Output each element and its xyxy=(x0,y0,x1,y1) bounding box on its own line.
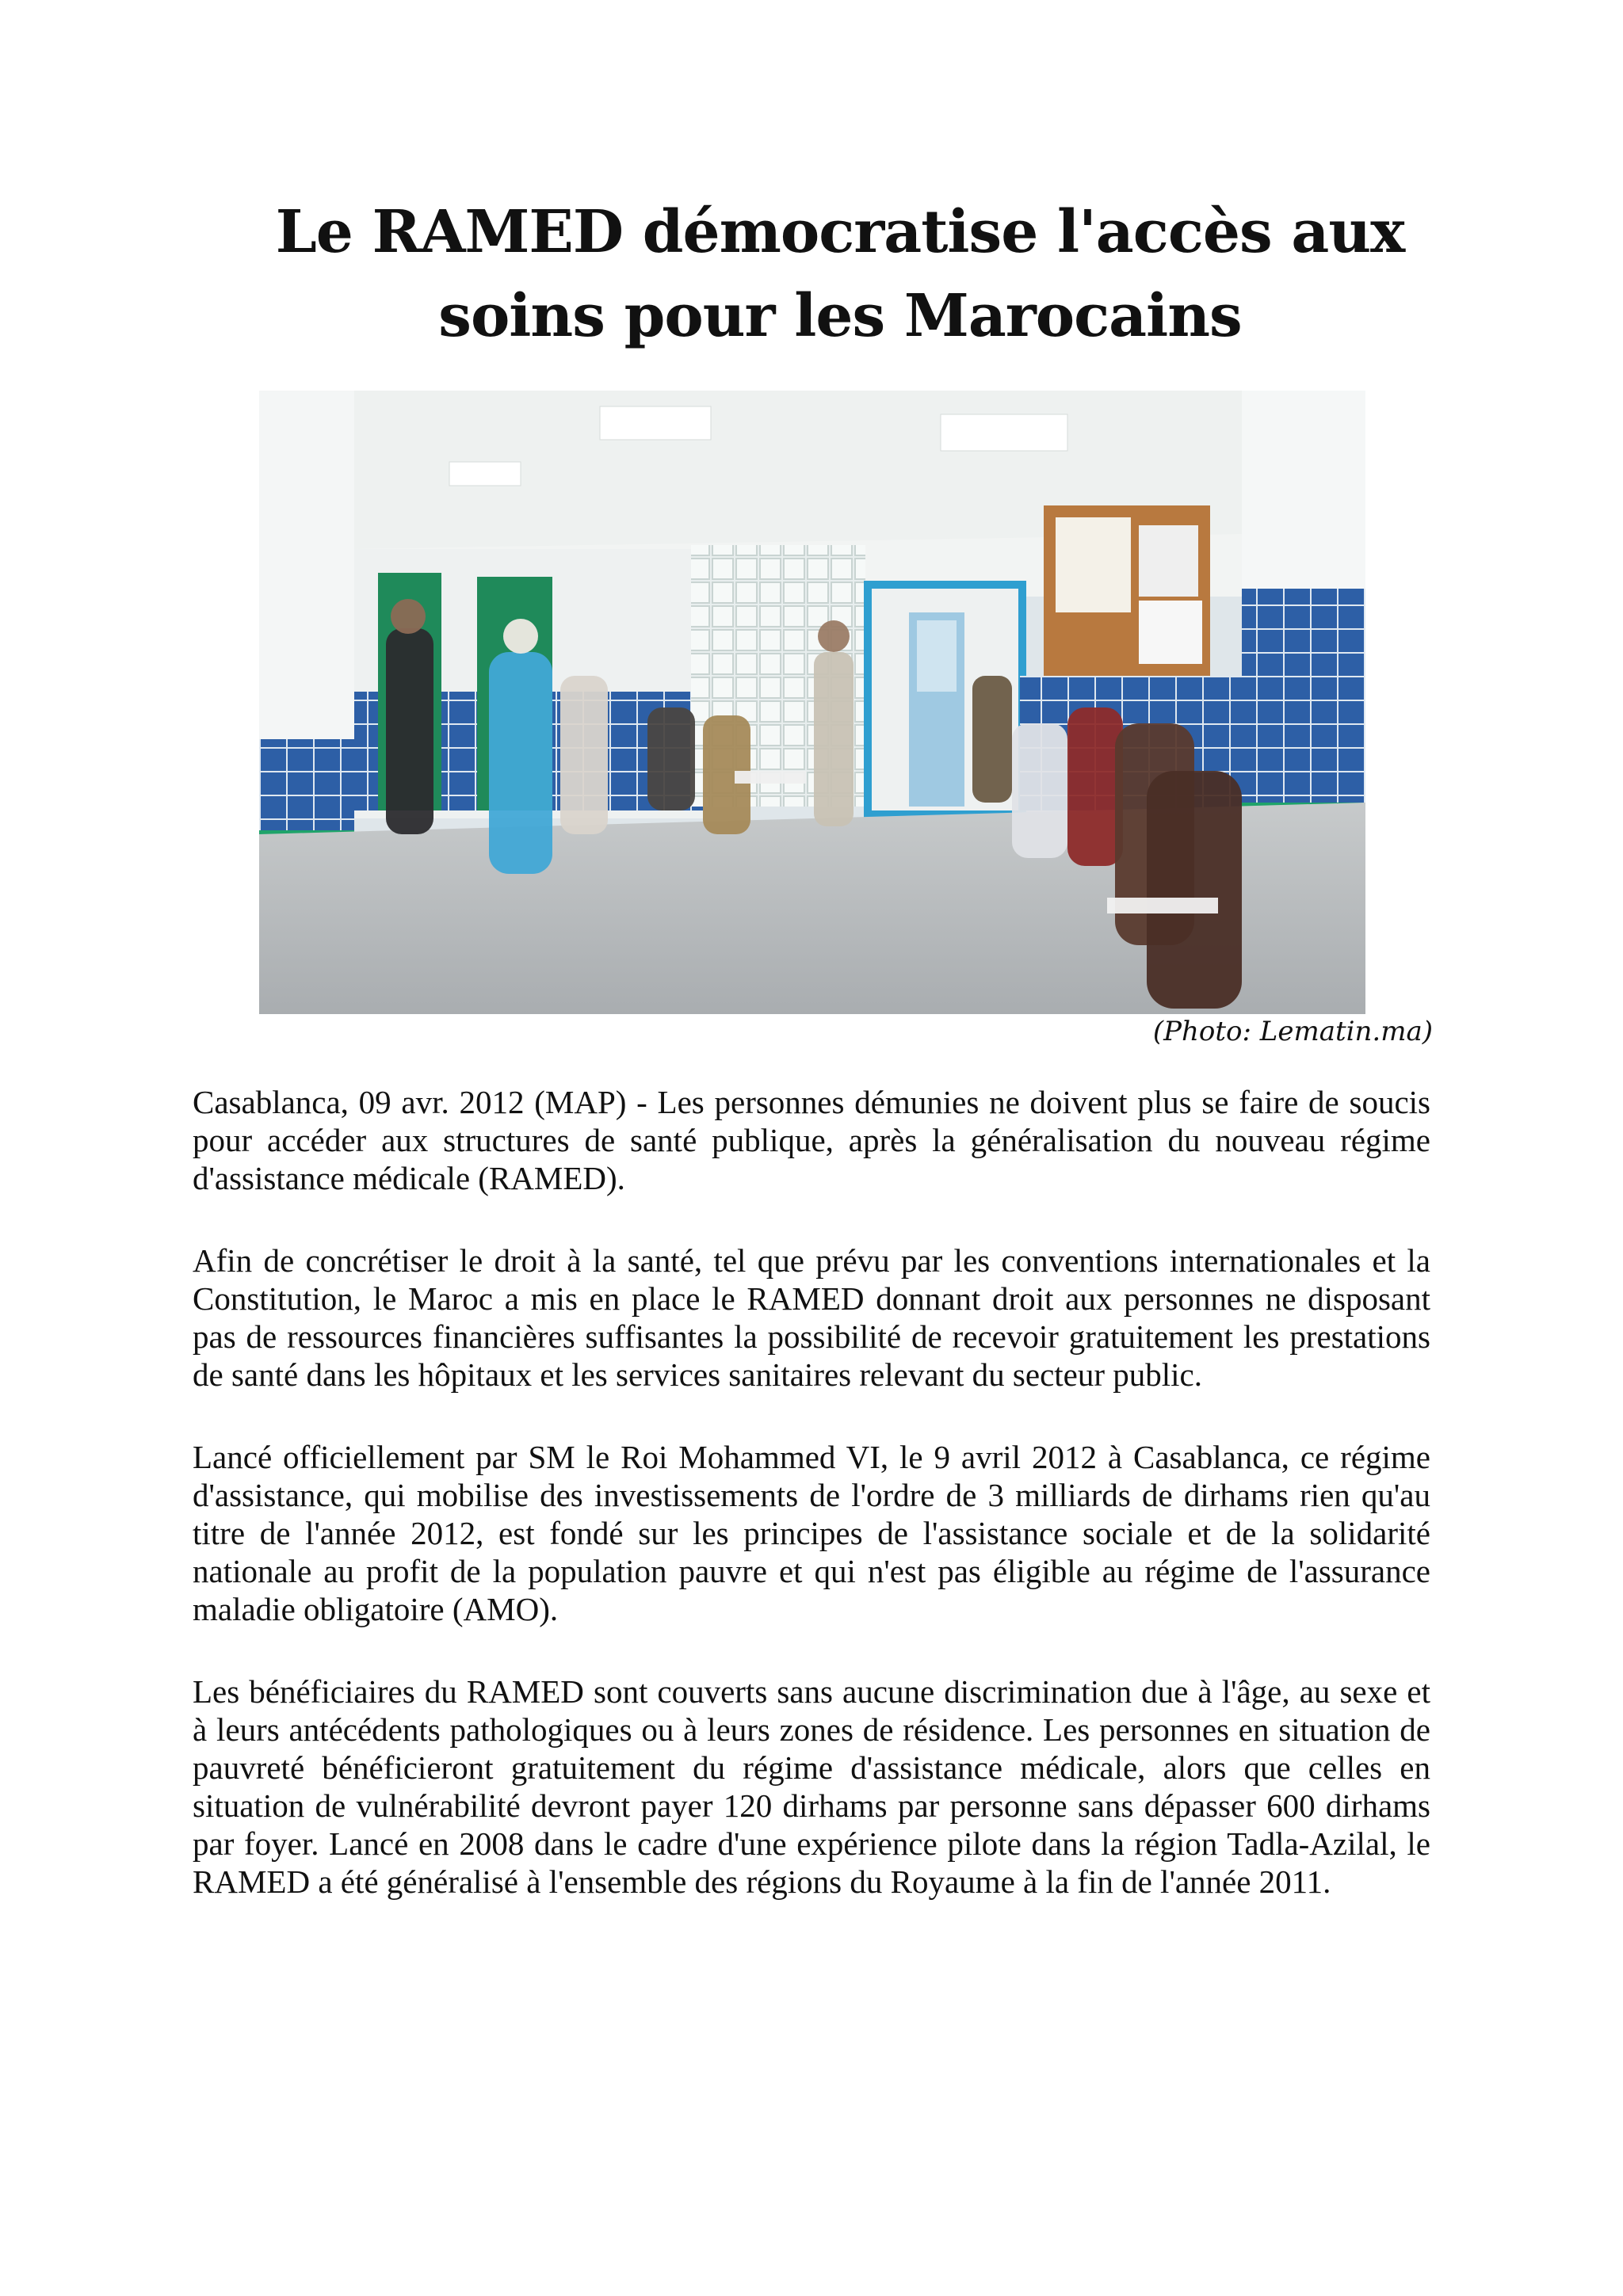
photo-illustration xyxy=(259,391,1365,1014)
paragraph-4: Les bénéficiaires du RAMED sont couverts sans aucune discrimination due à l'âge, au sexe et à leurs antécédents pathologiques ou à leurs zones de résidence. Les personnes en situation de pauvreté bénéficieront gratuitement du régime d'assistance médicale, alors que celles en situation de vulnérabilité devront payer 120 dirhams par personne sans dépasser 600 dirhams par foyer. Lancé en 2008 dans le cadre d'une expérience pilote dans la région Tadla-Azilal, le RAMED a été généralisé à l'ensemble des régions du Royaume à la fin de l'année 2011. xyxy=(193,1673,1430,1900)
hospital-waiting-room-photo xyxy=(259,391,1365,1014)
paragraph-3: Lancé officiellement par SM le Roi Mohammed VI, le 9 avril 2012 à Casablanca, ce régime d'assistance, qui mobilise des investissements de l'ordre de 3 milliards de dirhams rien qu'au titre de l'année 2012, est fondé sur les principes de l'assistance sociale et de la solidarité nationale au profit de la population pauvre et qui n'est pas éligible au régime de l'assurance maladie obligatoire (AMO). xyxy=(193,1439,1430,1627)
article-title: Le RAMED démocratise l'accès aux soins pour les Marocains xyxy=(275,198,1405,350)
photo-caption: (Photo: Lematin.ma) xyxy=(1152,1016,1433,1047)
article-body xyxy=(193,1083,1430,1945)
paragraph-1: Casablanca, 09 avr. 2012 (MAP) - Les personnes démunies ne doivent plus se faire de soucis pour accéder aux structures de santé publique, après la généralisation du nouveau régime d'assistance médicale (RAMED). xyxy=(193,1084,1430,1196)
paragraph-2: Afin de concrétiser le droit à la santé, tel que prévu par les conventions internationales et la Constitution, le Maroc a mis en place le RAMED donnant droit aux personnes ne disposant pas de ressources financières suffisantes la possibilité de recevoir gratuitement les prestations de santé dans les hôpitaux et les services sanitaires relevant du secteur public. xyxy=(193,1242,1430,1393)
